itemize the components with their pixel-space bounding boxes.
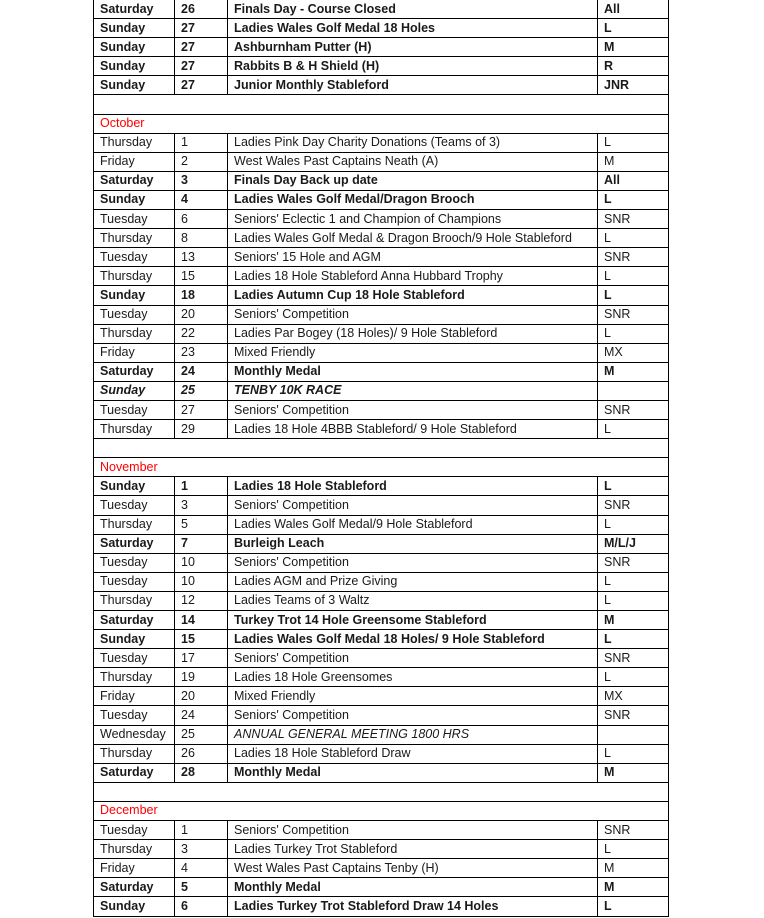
fixtures-table-body xyxy=(94,0,669,916)
fixture-row xyxy=(94,133,669,152)
fixture-day: Sunday xyxy=(94,38,175,57)
fixture-day: Tuesday xyxy=(94,400,175,419)
fixture-row xyxy=(94,76,669,95)
fixture-day: Thursday xyxy=(94,420,175,439)
fixture-date: 10 xyxy=(175,572,228,591)
spacer-cell xyxy=(94,95,669,114)
fixture-date: 24 xyxy=(175,706,228,725)
fixture-event: Ladies Teams of 3 Waltz xyxy=(228,591,598,610)
fixture-category: L xyxy=(598,572,669,591)
fixture-row xyxy=(94,38,669,57)
fixture-day: Friday xyxy=(94,152,175,171)
fixture-date: 10 xyxy=(175,553,228,572)
fixture-date: 4 xyxy=(175,190,228,209)
fixture-event: Ladies Turkey Trot Stableford xyxy=(228,840,598,859)
fixture-event: West Wales Past Captains Tenby (H) xyxy=(228,859,598,878)
fixture-category xyxy=(598,381,669,400)
fixture-category: L xyxy=(598,630,669,649)
fixture-day: Tuesday xyxy=(94,649,175,668)
fixture-day: Thursday xyxy=(94,229,175,248)
fixture-day: Saturday xyxy=(94,763,175,782)
fixture-day: Sunday xyxy=(94,381,175,400)
fixture-row xyxy=(94,229,669,248)
fixture-event: Monthly Medal xyxy=(228,362,598,381)
fixture-day: Sunday xyxy=(94,286,175,305)
fixture-date: 27 xyxy=(175,400,228,419)
fixture-category: SNR xyxy=(598,821,669,840)
fixture-row xyxy=(94,362,669,381)
fixture-category: L xyxy=(598,133,669,152)
fixture-date: 27 xyxy=(175,76,228,95)
fixture-category: MX xyxy=(598,687,669,706)
fixture-event: Rabbits B & H Shield (H) xyxy=(228,57,598,76)
fixture-day: Thursday xyxy=(94,591,175,610)
fixture-event: Seniors' Competition xyxy=(228,305,598,324)
fixture-date: 27 xyxy=(175,38,228,57)
fixture-category: M xyxy=(598,611,669,630)
fixture-date: 28 xyxy=(175,763,228,782)
fixture-row xyxy=(94,725,669,744)
spacer-row xyxy=(94,95,669,114)
fixture-row xyxy=(94,19,669,38)
fixture-date: 8 xyxy=(175,229,228,248)
fixture-event: Ladies 18 Hole Stableford xyxy=(228,477,598,496)
fixture-row xyxy=(94,744,669,763)
fixture-row xyxy=(94,400,669,419)
fixture-category: M/L/J xyxy=(598,534,669,553)
fixture-day: Thursday xyxy=(94,267,175,286)
fixture-category: L xyxy=(598,267,669,286)
fixture-date: 6 xyxy=(175,897,228,916)
fixture-row xyxy=(94,687,669,706)
fixture-date: 19 xyxy=(175,668,228,687)
fixture-category: SNR xyxy=(598,210,669,229)
fixture-category: L xyxy=(598,477,669,496)
fixture-day: Thursday xyxy=(94,324,175,343)
fixture-row xyxy=(94,572,669,591)
fixture-category xyxy=(598,725,669,744)
fixture-day: Sunday xyxy=(94,190,175,209)
fixture-category: L xyxy=(598,840,669,859)
fixture-date: 2 xyxy=(175,152,228,171)
fixture-date: 25 xyxy=(175,725,228,744)
fixture-event: Mixed Friendly xyxy=(228,343,598,362)
fixture-category: L xyxy=(598,515,669,534)
fixture-row xyxy=(94,381,669,400)
fixture-category: MX xyxy=(598,343,669,362)
fixture-day: Tuesday xyxy=(94,706,175,725)
fixture-date: 27 xyxy=(175,19,228,38)
fixture-day: Tuesday xyxy=(94,553,175,572)
spacer-cell xyxy=(94,782,669,801)
fixture-row xyxy=(94,324,669,343)
fixture-day: Tuesday xyxy=(94,210,175,229)
fixture-date: 7 xyxy=(175,534,228,553)
fixture-row xyxy=(94,706,669,725)
fixture-category: L xyxy=(598,324,669,343)
fixture-row xyxy=(94,343,669,362)
fixture-category: All xyxy=(598,0,669,19)
fixture-event: West Wales Past Captains Neath (A) xyxy=(228,152,598,171)
month-heading: November xyxy=(94,458,669,477)
fixture-category: L xyxy=(598,19,669,38)
fixture-row xyxy=(94,248,669,267)
fixture-category: M xyxy=(598,878,669,897)
fixture-event: Ladies Wales Golf Medal & Dragon Brooch/9 Hole Stableford xyxy=(228,229,598,248)
fixture-date: 20 xyxy=(175,687,228,706)
fixture-event: ANNUAL GENERAL MEETING 1800 HRS xyxy=(228,725,598,744)
fixture-row xyxy=(94,840,669,859)
fixture-event: Ladies 18 Hole Greensomes xyxy=(228,668,598,687)
fixture-date: 1 xyxy=(175,821,228,840)
fixture-date: 14 xyxy=(175,611,228,630)
fixture-date: 15 xyxy=(175,630,228,649)
fixture-row xyxy=(94,515,669,534)
fixture-category: M xyxy=(598,763,669,782)
fixture-row xyxy=(94,878,669,897)
fixture-category: SNR xyxy=(598,248,669,267)
fixture-event: Ladies Turkey Trot Stableford Draw 14 Holes xyxy=(228,897,598,916)
fixture-row xyxy=(94,0,669,19)
fixture-category: SNR xyxy=(598,706,669,725)
month-heading-row xyxy=(94,458,669,477)
fixture-day: Tuesday xyxy=(94,572,175,591)
fixture-category: R xyxy=(598,57,669,76)
fixture-event: Seniors' Eclectic 1 and Champion of Champions xyxy=(228,210,598,229)
fixture-event: Ladies 18 Hole Stableford Draw xyxy=(228,744,598,763)
fixture-category: L xyxy=(598,190,669,209)
fixture-row xyxy=(94,57,669,76)
fixture-date: 29 xyxy=(175,420,228,439)
fixture-day: Saturday xyxy=(94,878,175,897)
fixture-event: Ladies 18 Hole Stableford Anna Hubbard Trophy xyxy=(228,267,598,286)
fixture-event: Junior Monthly Stableford xyxy=(228,76,598,95)
fixture-row xyxy=(94,763,669,782)
fixture-date: 24 xyxy=(175,362,228,381)
fixture-row xyxy=(94,286,669,305)
fixture-date: 27 xyxy=(175,57,228,76)
fixture-date: 1 xyxy=(175,477,228,496)
fixture-event: Ladies Wales Golf Medal 18 Holes/ 9 Hole Stableford xyxy=(228,630,598,649)
fixture-day: Tuesday xyxy=(94,305,175,324)
fixture-category: M xyxy=(598,859,669,878)
fixture-row xyxy=(94,152,669,171)
fixture-event: Ladies AGM and Prize Giving xyxy=(228,572,598,591)
fixture-category: L xyxy=(598,420,669,439)
fixtures-document xyxy=(93,0,668,917)
fixture-event: Seniors' Competition xyxy=(228,400,598,419)
spacer-cell xyxy=(94,439,669,458)
fixture-date: 12 xyxy=(175,591,228,610)
fixture-category: L xyxy=(598,744,669,763)
fixture-date: 4 xyxy=(175,859,228,878)
fixture-row xyxy=(94,190,669,209)
fixture-event: Ladies Wales Golf Medal 18 Holes xyxy=(228,19,598,38)
fixture-date: 1 xyxy=(175,133,228,152)
fixture-day: Tuesday xyxy=(94,821,175,840)
fixture-day: Thursday xyxy=(94,840,175,859)
fixture-category: SNR xyxy=(598,553,669,572)
fixture-day: Thursday xyxy=(94,744,175,763)
fixture-date: 18 xyxy=(175,286,228,305)
fixture-day: Saturday xyxy=(94,0,175,19)
fixture-event: Turkey Trot 14 Hole Greensome Stableford xyxy=(228,611,598,630)
fixture-event: Ladies Par Bogey (18 Holes)/ 9 Hole Stableford xyxy=(228,324,598,343)
spacer-row xyxy=(94,439,669,458)
fixture-date: 23 xyxy=(175,343,228,362)
fixture-day: Saturday xyxy=(94,362,175,381)
month-heading-row xyxy=(94,801,669,820)
fixture-day: Friday xyxy=(94,859,175,878)
fixture-row xyxy=(94,534,669,553)
fixture-row xyxy=(94,171,669,190)
fixture-day: Sunday xyxy=(94,76,175,95)
fixture-event: Finals Day Back up date xyxy=(228,171,598,190)
fixture-row xyxy=(94,630,669,649)
fixture-category: SNR xyxy=(598,496,669,515)
fixture-event: Seniors' 15 Hole and AGM xyxy=(228,248,598,267)
fixture-event: TENBY 10K RACE xyxy=(228,381,598,400)
fixture-event: Ashburnham Putter (H) xyxy=(228,38,598,57)
spacer-row xyxy=(94,782,669,801)
fixture-category: JNR xyxy=(598,76,669,95)
fixture-date: 3 xyxy=(175,171,228,190)
fixture-day: Tuesday xyxy=(94,248,175,267)
fixture-category: SNR xyxy=(598,305,669,324)
fixture-event: Monthly Medal xyxy=(228,878,598,897)
fixture-category: M xyxy=(598,38,669,57)
fixtures-table xyxy=(93,0,669,917)
fixture-category: M xyxy=(598,362,669,381)
fixture-date: 26 xyxy=(175,0,228,19)
fixture-category: L xyxy=(598,229,669,248)
fixture-category: SNR xyxy=(598,649,669,668)
fixture-day: Sunday xyxy=(94,477,175,496)
fixture-event: Seniors' Competition xyxy=(228,496,598,515)
fixture-category: L xyxy=(598,591,669,610)
fixture-date: 15 xyxy=(175,267,228,286)
month-heading: October xyxy=(94,114,669,133)
fixture-date: 3 xyxy=(175,840,228,859)
fixture-date: 13 xyxy=(175,248,228,267)
fixture-row xyxy=(94,591,669,610)
fixture-date: 17 xyxy=(175,649,228,668)
fixture-day: Sunday xyxy=(94,897,175,916)
fixture-date: 20 xyxy=(175,305,228,324)
fixture-row xyxy=(94,210,669,229)
fixture-day: Saturday xyxy=(94,534,175,553)
fixture-day: Thursday xyxy=(94,515,175,534)
fixture-event: Monthly Medal xyxy=(228,763,598,782)
fixture-day: Sunday xyxy=(94,19,175,38)
fixture-day: Friday xyxy=(94,343,175,362)
fixture-day: Friday xyxy=(94,687,175,706)
fixture-event: Seniors' Competition xyxy=(228,649,598,668)
fixture-row xyxy=(94,477,669,496)
fixture-event: Finals Day - Course Closed xyxy=(228,0,598,19)
fixture-category: M xyxy=(598,152,669,171)
fixture-row xyxy=(94,267,669,286)
fixture-date: 5 xyxy=(175,878,228,897)
fixture-day: Saturday xyxy=(94,611,175,630)
fixture-date: 26 xyxy=(175,744,228,763)
fixture-event: Seniors' Competition xyxy=(228,821,598,840)
month-heading-row xyxy=(94,114,669,133)
fixture-category: L xyxy=(598,897,669,916)
fixture-day: Sunday xyxy=(94,57,175,76)
fixture-event: Mixed Friendly xyxy=(228,687,598,706)
fixture-category: L xyxy=(598,286,669,305)
fixture-category: All xyxy=(598,171,669,190)
fixture-category: SNR xyxy=(598,400,669,419)
fixture-row xyxy=(94,649,669,668)
fixture-day: Wednesday xyxy=(94,725,175,744)
fixture-event: Seniors' Competition xyxy=(228,706,598,725)
fixture-date: 22 xyxy=(175,324,228,343)
fixture-row xyxy=(94,611,669,630)
fixture-event: Burleigh Leach xyxy=(228,534,598,553)
fixture-row xyxy=(94,420,669,439)
fixture-row xyxy=(94,305,669,324)
fixture-event: Ladies Pink Day Charity Donations (Teams of 3) xyxy=(228,133,598,152)
fixture-event: Ladies Wales Golf Medal/9 Hole Stableford xyxy=(228,515,598,534)
fixture-event: Seniors' Competition xyxy=(228,553,598,572)
fixture-row xyxy=(94,668,669,687)
fixture-event: Ladies Autumn Cup 18 Hole Stableford xyxy=(228,286,598,305)
fixture-row xyxy=(94,859,669,878)
fixture-row xyxy=(94,821,669,840)
fixture-day: Tuesday xyxy=(94,496,175,515)
fixture-row xyxy=(94,897,669,916)
fixture-date: 5 xyxy=(175,515,228,534)
fixture-event: Ladies Wales Golf Medal/Dragon Brooch xyxy=(228,190,598,209)
fixture-day: Saturday xyxy=(94,171,175,190)
fixture-row xyxy=(94,496,669,515)
fixture-event: Ladies 18 Hole 4BBB Stableford/ 9 Hole Stableford xyxy=(228,420,598,439)
fixture-date: 6 xyxy=(175,210,228,229)
month-heading: December xyxy=(94,801,669,820)
fixture-day: Thursday xyxy=(94,133,175,152)
fixture-row xyxy=(94,553,669,572)
fixture-date: 3 xyxy=(175,496,228,515)
fixture-date: 25 xyxy=(175,381,228,400)
fixture-day: Sunday xyxy=(94,630,175,649)
fixture-day: Thursday xyxy=(94,668,175,687)
fixture-category: L xyxy=(598,668,669,687)
